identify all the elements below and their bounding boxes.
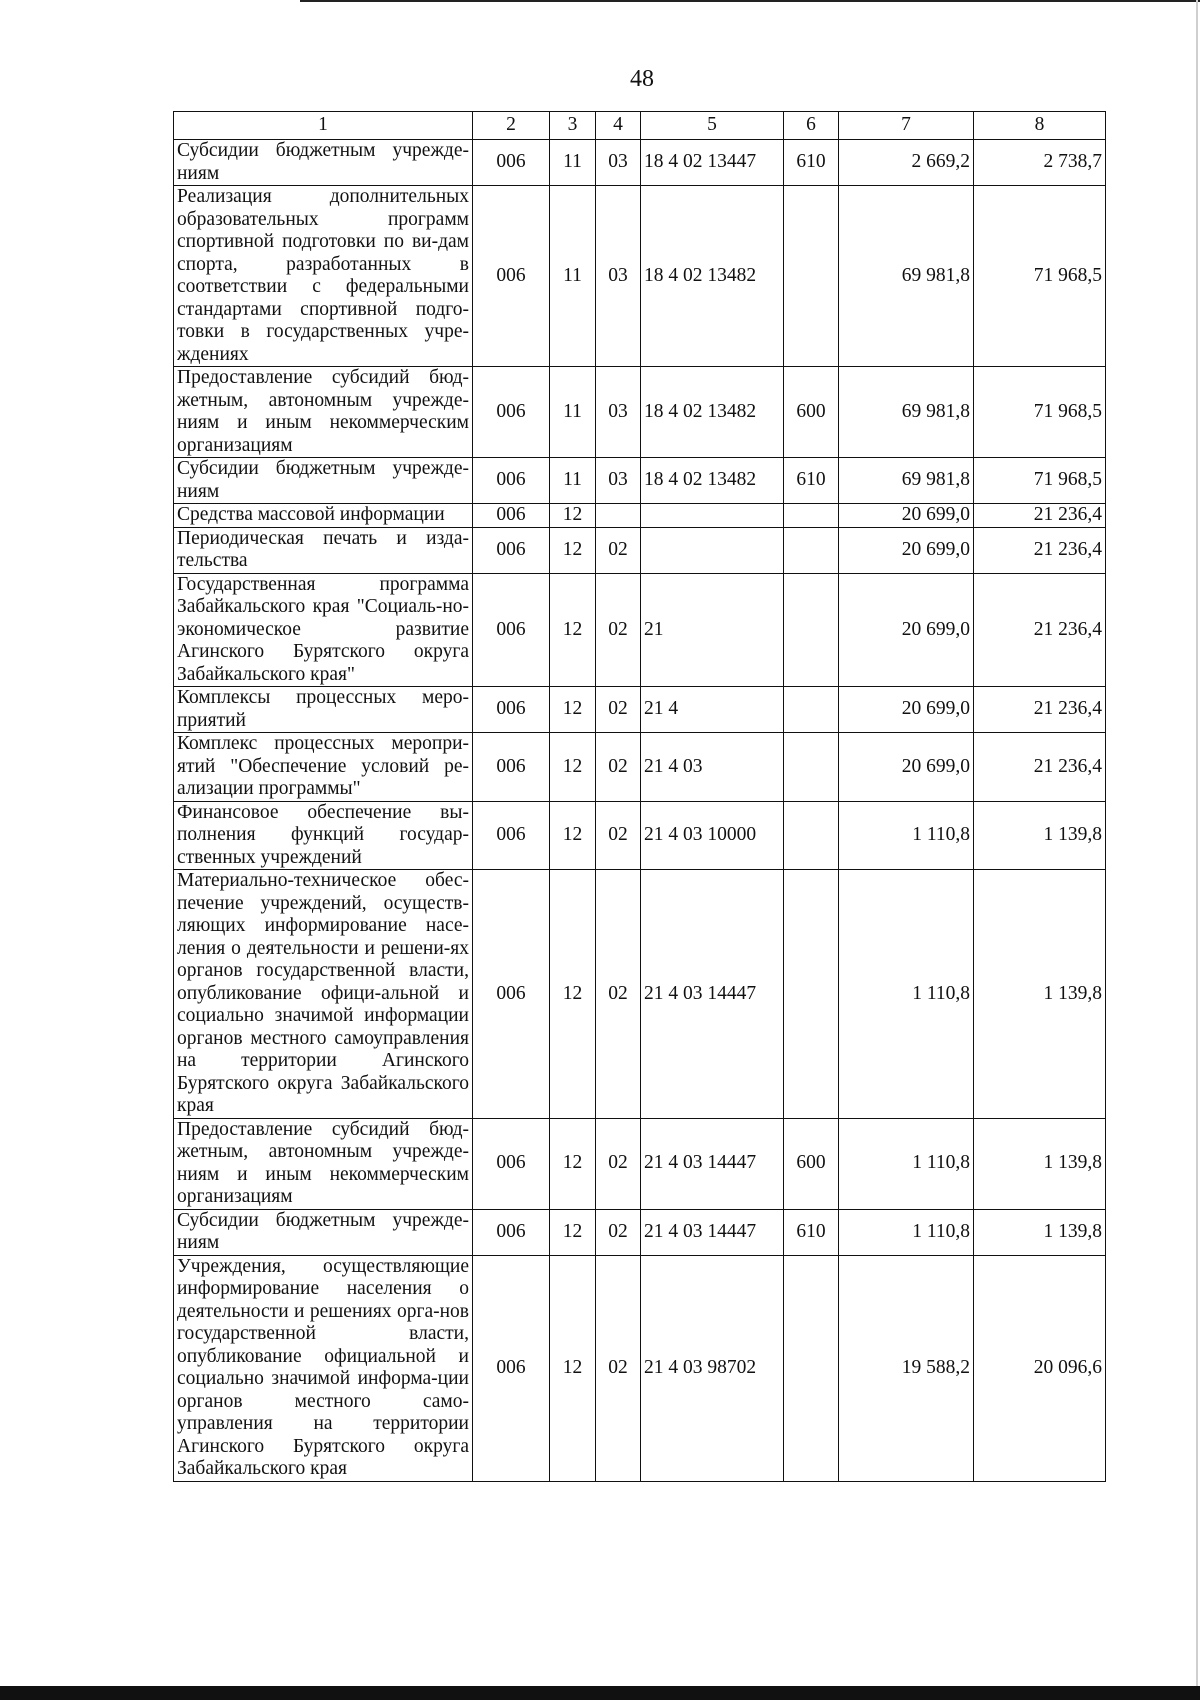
amount-year-2: 1 139,8 bbox=[974, 870, 1106, 1119]
ministry-code: 006 bbox=[473, 1209, 550, 1255]
ministry-code: 006 bbox=[473, 573, 550, 687]
amount-year-1: 2 669,2 bbox=[839, 140, 974, 186]
target-article-code: 21 4 03 98702 bbox=[641, 1255, 784, 1481]
amount-year-2: 1 139,8 bbox=[974, 1209, 1106, 1255]
amount-year-2: 2 738,7 bbox=[974, 140, 1106, 186]
subsection-code: 02 bbox=[596, 573, 641, 687]
ministry-code: 006 bbox=[473, 801, 550, 870]
ministry-code: 006 bbox=[473, 186, 550, 367]
subsection-code: 02 bbox=[596, 1118, 641, 1209]
item-name: Государственная программа Забайкальского края "Социаль-но-экономическое развитие Агинского Бурятского округа Забайкальского края" bbox=[174, 573, 473, 687]
amount-year-1: 20 699,0 bbox=[839, 687, 974, 733]
scan-top-line bbox=[300, 0, 1200, 2]
expense-type-code bbox=[784, 573, 839, 687]
amount-year-1: 69 981,8 bbox=[839, 458, 974, 504]
section-code: 12 bbox=[550, 527, 596, 573]
ministry-code: 006 bbox=[473, 458, 550, 504]
subsection-code: 02 bbox=[596, 801, 641, 870]
table-row bbox=[174, 1118, 1106, 1209]
table-row bbox=[174, 504, 1106, 528]
section-code: 11 bbox=[550, 458, 596, 504]
amount-year-1: 20 699,0 bbox=[839, 733, 974, 802]
subsection-code: 02 bbox=[596, 1255, 641, 1481]
ministry-code: 006 bbox=[473, 870, 550, 1119]
table-row bbox=[174, 733, 1106, 802]
column-header-2: 2 bbox=[473, 112, 550, 140]
section-code: 12 bbox=[550, 1255, 596, 1481]
item-name: Периодическая печать и изда-тельства bbox=[174, 527, 473, 573]
table-row bbox=[174, 870, 1106, 1119]
amount-year-2: 21 236,4 bbox=[974, 733, 1106, 802]
ministry-code: 006 bbox=[473, 687, 550, 733]
subsection-code: 02 bbox=[596, 687, 641, 733]
subsection-code: 03 bbox=[596, 367, 641, 458]
ministry-code: 006 bbox=[473, 1118, 550, 1209]
amount-year-1: 20 699,0 bbox=[839, 573, 974, 687]
expense-type-code bbox=[784, 504, 839, 528]
amount-year-1: 20 699,0 bbox=[839, 527, 974, 573]
column-header-1: 1 bbox=[174, 112, 473, 140]
section-code: 12 bbox=[550, 801, 596, 870]
table-row bbox=[174, 186, 1106, 367]
ministry-code: 006 bbox=[473, 527, 550, 573]
amount-year-1: 69 981,8 bbox=[839, 186, 974, 367]
item-name: Учреждения, осуществляющие информирование населения о деятельности и решениях орга-нов государственной власти, опубликование официальной и социально значимой информа-ции органов местного само-управления на территории Агинского Бурятского округа Забайкальского края bbox=[174, 1255, 473, 1481]
section-code: 12 bbox=[550, 733, 596, 802]
table-row bbox=[174, 527, 1106, 573]
amount-year-2: 1 139,8 bbox=[974, 801, 1106, 870]
column-header-8: 8 bbox=[974, 112, 1106, 140]
expense-type-code bbox=[784, 801, 839, 870]
section-code: 12 bbox=[550, 870, 596, 1119]
item-name: Материально-техническое обес-печение учреждений, осуществ-ляющих информирование насе-ления о деятельности и решени-ях органов государственной власти, опубликование офици-альной и социально значимой информации органов местного самоуправления на территории Агинского Бурятского округа Забайкальского края bbox=[174, 870, 473, 1119]
subsection-code: 02 bbox=[596, 733, 641, 802]
amount-year-1: 1 110,8 bbox=[839, 870, 974, 1119]
subsection-code: 03 bbox=[596, 140, 641, 186]
expense-type-code bbox=[784, 733, 839, 802]
item-name: Предоставление субсидий бюд-жетным, автономным учрежде-ниям и иным некоммерческим организациям bbox=[174, 1118, 473, 1209]
expense-type-code: 600 bbox=[784, 1118, 839, 1209]
table-row bbox=[174, 1255, 1106, 1481]
target-article-code bbox=[641, 527, 784, 573]
table-row bbox=[174, 687, 1106, 733]
amount-year-2: 71 968,5 bbox=[974, 186, 1106, 367]
scan-right-edge bbox=[1196, 0, 1198, 1700]
expense-type-code: 610 bbox=[784, 1209, 839, 1255]
item-name: Субсидии бюджетным учрежде-ниям bbox=[174, 1209, 473, 1255]
amount-year-2: 71 968,5 bbox=[974, 458, 1106, 504]
page-number: 48 bbox=[630, 66, 654, 92]
scan-bottom-bar bbox=[0, 1686, 1200, 1700]
target-article-code: 21 4 03 bbox=[641, 733, 784, 802]
section-code: 11 bbox=[550, 367, 596, 458]
amount-year-2: 21 236,4 bbox=[974, 527, 1106, 573]
section-code: 12 bbox=[550, 1118, 596, 1209]
target-article-code: 21 4 03 10000 bbox=[641, 801, 784, 870]
header-row bbox=[174, 112, 1106, 140]
target-article-code: 18 4 02 13482 bbox=[641, 367, 784, 458]
target-article-code: 21 4 bbox=[641, 687, 784, 733]
column-header-5: 5 bbox=[641, 112, 784, 140]
item-name: Комплекс процессных меропри-ятий "Обеспечение условий ре-ализации программы" bbox=[174, 733, 473, 802]
amount-year-1: 69 981,8 bbox=[839, 367, 974, 458]
expense-type-code bbox=[784, 527, 839, 573]
ministry-code: 006 bbox=[473, 1255, 550, 1481]
target-article-code: 18 4 02 13482 bbox=[641, 186, 784, 367]
subsection-code bbox=[596, 504, 641, 528]
table-row bbox=[174, 367, 1106, 458]
subsection-code: 03 bbox=[596, 186, 641, 367]
table-row bbox=[174, 140, 1106, 186]
target-article-code: 18 4 02 13447 bbox=[641, 140, 784, 186]
table-row bbox=[174, 458, 1106, 504]
target-article-code bbox=[641, 504, 784, 528]
amount-year-1: 20 699,0 bbox=[839, 504, 974, 528]
table-row bbox=[174, 573, 1106, 687]
subsection-code: 02 bbox=[596, 527, 641, 573]
column-header-4: 4 bbox=[596, 112, 641, 140]
amount-year-2: 21 236,4 bbox=[974, 687, 1106, 733]
table-row bbox=[174, 801, 1106, 870]
item-name: Финансовое обеспечение вы-полнения функций государ-ственных учреждений bbox=[174, 801, 473, 870]
amount-year-1: 1 110,8 bbox=[839, 1118, 974, 1209]
expense-type-code: 610 bbox=[784, 458, 839, 504]
target-article-code: 21 bbox=[641, 573, 784, 687]
target-article-code: 18 4 02 13482 bbox=[641, 458, 784, 504]
expense-type-code bbox=[784, 870, 839, 1119]
column-header-7: 7 bbox=[839, 112, 974, 140]
expense-type-code bbox=[784, 186, 839, 367]
item-name: Субсидии бюджетным учрежде-ниям bbox=[174, 458, 473, 504]
expense-type-code bbox=[784, 1255, 839, 1481]
amount-year-2: 21 236,4 bbox=[974, 504, 1106, 528]
amount-year-1: 1 110,8 bbox=[839, 1209, 974, 1255]
subsection-code: 02 bbox=[596, 870, 641, 1119]
item-name: Предоставление субсидий бюд-жетным, автономным учрежде-ниям и иным некоммерческим организациям bbox=[174, 367, 473, 458]
target-article-code: 21 4 03 14447 bbox=[641, 870, 784, 1119]
ministry-code: 006 bbox=[473, 504, 550, 528]
ministry-code: 006 bbox=[473, 367, 550, 458]
expense-type-code bbox=[784, 687, 839, 733]
table-row bbox=[174, 1209, 1106, 1255]
section-code: 11 bbox=[550, 186, 596, 367]
item-name: Комплексы процессных меро-приятий bbox=[174, 687, 473, 733]
target-article-code: 21 4 03 14447 bbox=[641, 1209, 784, 1255]
amount-year-2: 20 096,6 bbox=[974, 1255, 1106, 1481]
subsection-code: 03 bbox=[596, 458, 641, 504]
amount-year-2: 71 968,5 bbox=[974, 367, 1106, 458]
item-name: Средства массовой информации bbox=[174, 504, 473, 528]
amount-year-1: 1 110,8 bbox=[839, 801, 974, 870]
amount-year-2: 1 139,8 bbox=[974, 1118, 1106, 1209]
column-header-3: 3 bbox=[550, 112, 596, 140]
target-article-code: 21 4 03 14447 bbox=[641, 1118, 784, 1209]
subsection-code: 02 bbox=[596, 1209, 641, 1255]
section-code: 11 bbox=[550, 140, 596, 186]
item-name: Субсидии бюджетным учрежде-ниям bbox=[174, 140, 473, 186]
budget-table bbox=[173, 111, 1106, 1482]
amount-year-2: 21 236,4 bbox=[974, 573, 1106, 687]
column-header-6: 6 bbox=[784, 112, 839, 140]
ministry-code: 006 bbox=[473, 140, 550, 186]
section-code: 12 bbox=[550, 573, 596, 687]
section-code: 12 bbox=[550, 687, 596, 733]
amount-year-1: 19 588,2 bbox=[839, 1255, 974, 1481]
expense-type-code: 600 bbox=[784, 367, 839, 458]
ministry-code: 006 bbox=[473, 733, 550, 802]
section-code: 12 bbox=[550, 1209, 596, 1255]
item-name: Реализация дополнительных образовательных программ спортивной подготовки по ви-дам спорта, разработанных в соответствии с федеральными стандартами спортивной подго-товки в государственных учре-ждениях bbox=[174, 186, 473, 367]
section-code: 12 bbox=[550, 504, 596, 528]
expense-type-code: 610 bbox=[784, 140, 839, 186]
